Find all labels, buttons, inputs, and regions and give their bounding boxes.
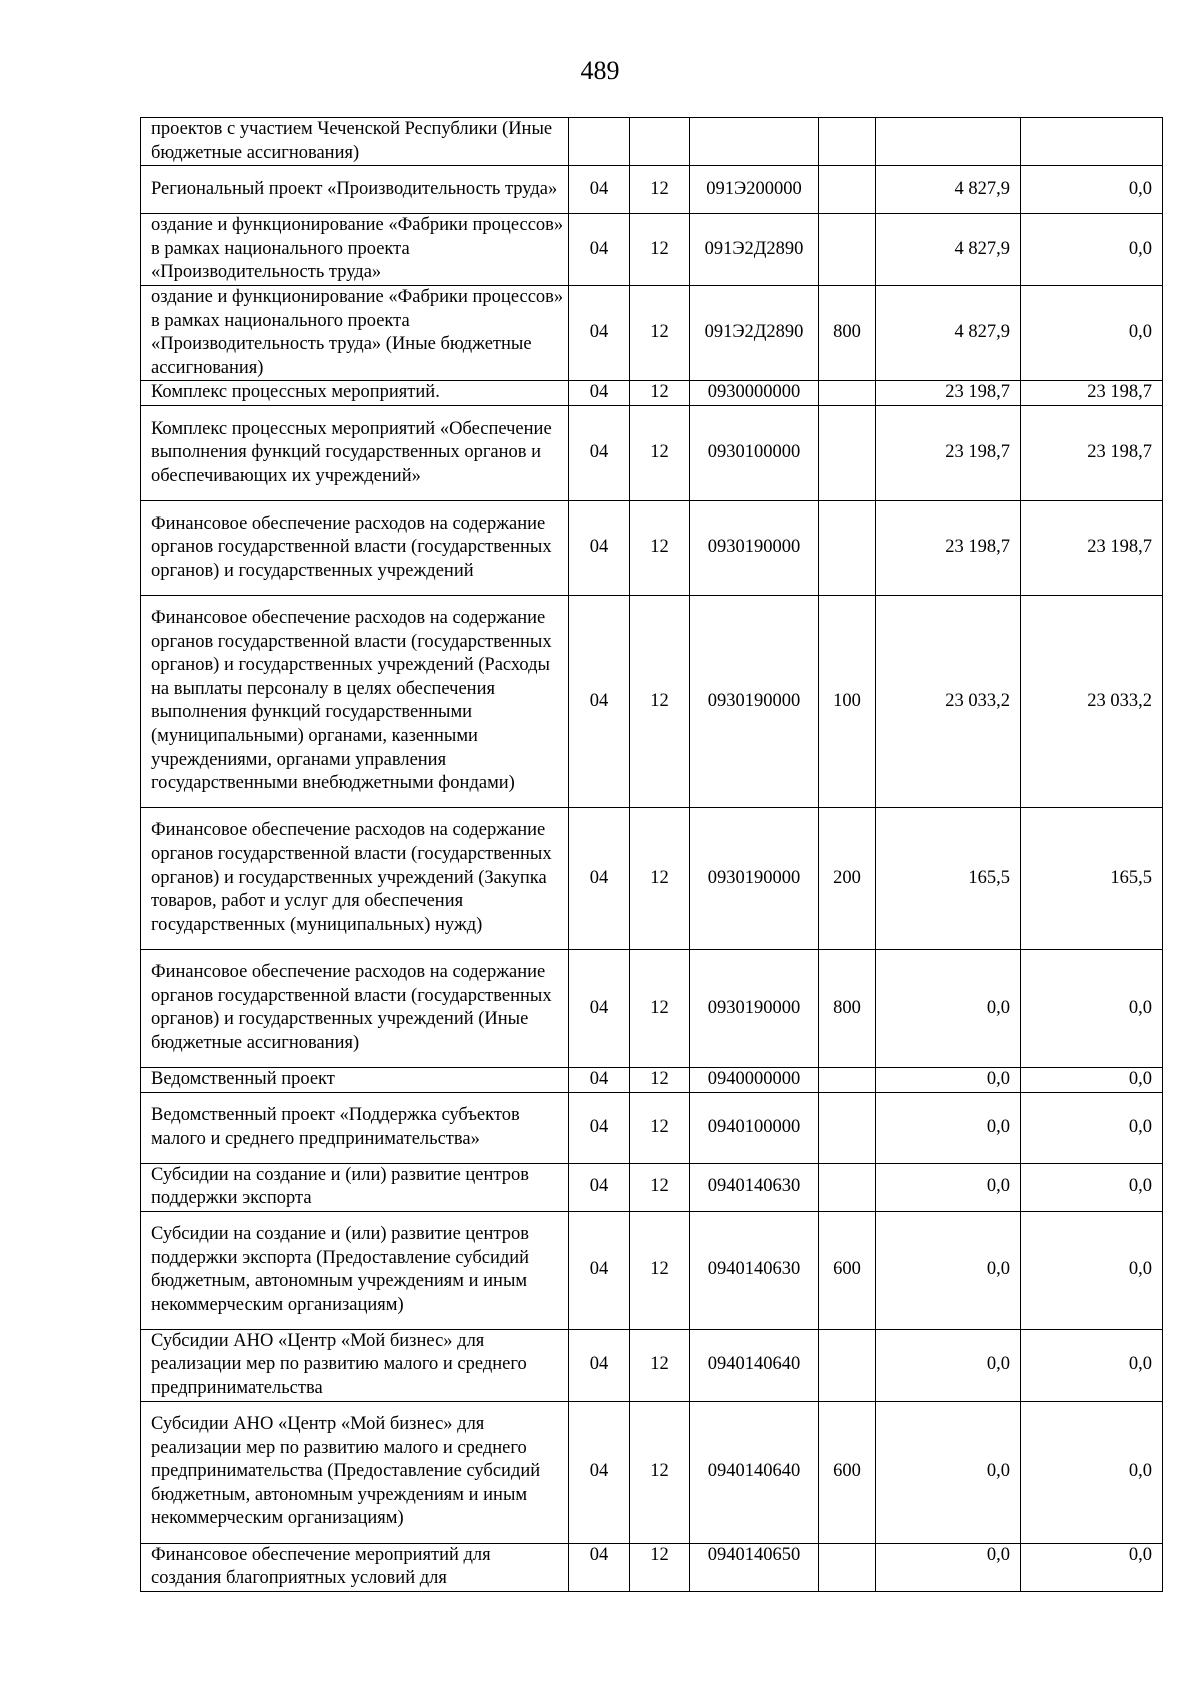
page-number: 489 <box>580 56 620 85</box>
amount-1-cell: 0,0 <box>876 1329 1021 1401</box>
target-article-cell <box>690 118 819 166</box>
section-code-cell: 04 <box>569 381 630 406</box>
amount-2-cell: 0,0 <box>1021 1211 1163 1329</box>
section-code-cell: 04 <box>569 807 630 949</box>
target-article-cell: 0940100000 <box>690 1092 819 1163</box>
target-article-cell: 0940000000 <box>690 1067 819 1092</box>
target-article-cell: 0930190000 <box>690 500 819 595</box>
row-name-cell: оздание и функционирование «Фабрики процессов» в рамках национального проекта «Производительность труда» <box>141 214 569 286</box>
row-name-cell: Финансовое обеспечение расходов на содержание органов государственной власти (государственных органов) и государственных учреждений (Закупка товаров, работ и услуг для обеспечения государственных (муниципальных) нужд) <box>141 807 569 949</box>
table-row <box>141 1163 1163 1211</box>
section-code-cell: 04 <box>569 595 630 807</box>
amount-1-cell: 23 198,7 <box>876 405 1021 500</box>
amount-1-cell: 23 198,7 <box>876 381 1021 406</box>
amount-2-cell: 0,0 <box>1021 949 1163 1067</box>
amount-2-cell: 165,5 <box>1021 807 1163 949</box>
table-row <box>141 949 1163 1067</box>
expense-type-cell <box>819 405 876 500</box>
subsection-code-cell: 12 <box>630 1543 690 1591</box>
amount-1-cell: 0,0 <box>876 1401 1021 1543</box>
expense-type-cell <box>819 1067 876 1092</box>
amount-1-cell: 4 827,9 <box>876 214 1021 286</box>
table-row <box>141 118 1163 166</box>
section-code-cell: 04 <box>569 1092 630 1163</box>
table-row <box>141 1067 1163 1092</box>
expense-type-cell <box>819 1543 876 1591</box>
target-article-cell: 0940140630 <box>690 1163 819 1211</box>
subsection-code-cell <box>630 118 690 166</box>
row-name-cell: Комплекс процессных мероприятий «Обеспечение выполнения функций государственных органов и обеспечивающих их учреждений» <box>141 405 569 500</box>
target-article-cell: 0940140630 <box>690 1211 819 1329</box>
row-name-cell: Субсидии на создание и (или) развитие центров поддержки экспорта <box>141 1163 569 1211</box>
amount-2-cell: 0,0 <box>1021 1401 1163 1543</box>
subsection-code-cell: 12 <box>630 1329 690 1401</box>
amount-1-cell <box>876 118 1021 166</box>
expense-type-cell <box>819 118 876 166</box>
section-code-cell: 04 <box>569 166 630 214</box>
subsection-code-cell: 12 <box>630 285 690 380</box>
table-row <box>141 1211 1163 1329</box>
amount-1-cell: 0,0 <box>876 1067 1021 1092</box>
section-code-cell: 04 <box>569 405 630 500</box>
table-row <box>141 500 1163 595</box>
row-name-cell: Комплекс процессных мероприятий. <box>141 381 569 406</box>
expense-type-cell <box>819 214 876 286</box>
table-row <box>141 405 1163 500</box>
expense-type-cell <box>819 1092 876 1163</box>
expense-type-cell <box>819 381 876 406</box>
subsection-code-cell: 12 <box>630 1401 690 1543</box>
amount-2-cell: 0,0 <box>1021 1329 1163 1401</box>
amount-1-cell: 0,0 <box>876 1092 1021 1163</box>
table-row <box>141 381 1163 406</box>
subsection-code-cell: 12 <box>630 949 690 1067</box>
target-article-cell: 0930100000 <box>690 405 819 500</box>
target-article-cell: 0930000000 <box>690 381 819 406</box>
amount-2-cell: 0,0 <box>1021 285 1163 380</box>
table-row <box>141 1543 1163 1591</box>
expense-type-cell <box>819 166 876 214</box>
subsection-code-cell: 12 <box>630 166 690 214</box>
section-code-cell: 04 <box>569 1329 630 1401</box>
amount-2-cell: 23 198,7 <box>1021 381 1163 406</box>
expense-type-cell: 800 <box>819 285 876 380</box>
amount-2-cell: 0,0 <box>1021 1543 1163 1591</box>
row-name-cell: Субсидии на создание и (или) развитие центров поддержки экспорта (Предоставление субсидий бюджетным, автономным учреждениям и иным некоммерческим организациям) <box>141 1211 569 1329</box>
section-code-cell: 04 <box>569 500 630 595</box>
target-article-cell: 091Э200000 <box>690 166 819 214</box>
subsection-code-cell: 12 <box>630 595 690 807</box>
budget-table-body <box>141 118 1163 1592</box>
expense-type-cell <box>819 1163 876 1211</box>
amount-2-cell: 0,0 <box>1021 1067 1163 1092</box>
amount-1-cell: 165,5 <box>876 807 1021 949</box>
amount-1-cell: 0,0 <box>876 1211 1021 1329</box>
section-code-cell: 04 <box>569 1211 630 1329</box>
budget-table <box>140 117 1163 1592</box>
amount-2-cell <box>1021 118 1163 166</box>
table-row <box>141 807 1163 949</box>
section-code-cell: 04 <box>569 285 630 380</box>
amount-2-cell: 23 198,7 <box>1021 500 1163 595</box>
row-name-cell: Финансовое обеспечение расходов на содержание органов государственной власти (государственных органов) и государственных учреждений (Иные бюджетные ассигнования) <box>141 949 569 1067</box>
amount-2-cell: 23 198,7 <box>1021 405 1163 500</box>
table-row <box>141 595 1163 807</box>
subsection-code-cell: 12 <box>630 500 690 595</box>
section-code-cell: 04 <box>569 1401 630 1543</box>
row-name-cell: Субсидии АНО «Центр «Мой бизнес» для реализации мер по развитию малого и среднего предпринимательства <box>141 1329 569 1401</box>
subsection-code-cell: 12 <box>630 381 690 406</box>
amount-2-cell: 0,0 <box>1021 166 1163 214</box>
section-code-cell <box>569 118 630 166</box>
section-code-cell: 04 <box>569 1543 630 1591</box>
row-name-cell: Финансовое обеспечение мероприятий для создания благоприятных условий для <box>141 1543 569 1591</box>
expense-type-cell <box>819 1329 876 1401</box>
expense-type-cell: 600 <box>819 1211 876 1329</box>
expense-type-cell <box>819 500 876 595</box>
subsection-code-cell: 12 <box>630 1067 690 1092</box>
section-code-cell: 04 <box>569 949 630 1067</box>
target-article-cell: 0930190000 <box>690 595 819 807</box>
section-code-cell: 04 <box>569 1067 630 1092</box>
amount-1-cell: 4 827,9 <box>876 285 1021 380</box>
target-article-cell: 0930190000 <box>690 949 819 1067</box>
target-article-cell: 0940140650 <box>690 1543 819 1591</box>
expense-type-cell: 600 <box>819 1401 876 1543</box>
target-article-cell: 0940140640 <box>690 1401 819 1543</box>
amount-2-cell: 23 033,2 <box>1021 595 1163 807</box>
row-name-cell: Финансовое обеспечение расходов на содержание органов государственной власти (государственных органов) и государственных учреждений (Расходы на выплаты персоналу в целях обеспечения выполнения функций государственными (муниципальными) органами, казенными учреждениями, органами управления государственными внебюджетными фондами) <box>141 595 569 807</box>
target-article-cell: 091Э2Д2890 <box>690 285 819 380</box>
expense-type-cell: 200 <box>819 807 876 949</box>
expense-type-cell: 800 <box>819 949 876 1067</box>
subsection-code-cell: 12 <box>630 1092 690 1163</box>
table-row <box>141 1329 1163 1401</box>
row-name-cell: Региональный проект «Производительность труда» <box>141 166 569 214</box>
row-name-cell: Финансовое обеспечение расходов на содержание органов государственной власти (государственных органов) и государственных учреждений <box>141 500 569 595</box>
amount-1-cell: 0,0 <box>876 949 1021 1067</box>
table-row <box>141 166 1163 214</box>
section-code-cell: 04 <box>569 214 630 286</box>
row-name-cell: Ведомственный проект «Поддержка субъектов малого и среднего предпринимательства» <box>141 1092 569 1163</box>
row-name-cell: Субсидии АНО «Центр «Мой бизнес» для реализации мер по развитию малого и среднего предпринимательства (Предоставление субсидий бюджетным, автономным учреждениям и иным некоммерческим организациям) <box>141 1401 569 1543</box>
amount-2-cell: 0,0 <box>1021 214 1163 286</box>
expense-type-cell: 100 <box>819 595 876 807</box>
amount-1-cell: 23 033,2 <box>876 595 1021 807</box>
subsection-code-cell: 12 <box>630 214 690 286</box>
target-article-cell: 091Э2Д2890 <box>690 214 819 286</box>
amount-1-cell: 23 198,7 <box>876 500 1021 595</box>
table-row <box>141 214 1163 286</box>
amount-2-cell: 0,0 <box>1021 1092 1163 1163</box>
subsection-code-cell: 12 <box>630 1163 690 1211</box>
table-row <box>141 1092 1163 1163</box>
target-article-cell: 0940140640 <box>690 1329 819 1401</box>
amount-2-cell: 0,0 <box>1021 1163 1163 1211</box>
amount-1-cell: 0,0 <box>876 1543 1021 1591</box>
row-name-cell: Ведомственный проект <box>141 1067 569 1092</box>
row-name-cell: оздание и функционирование «Фабрики процессов» в рамках национального проекта «Производительность труда» (Иные бюджетные ассигнования) <box>141 285 569 380</box>
table-row <box>141 1401 1163 1543</box>
subsection-code-cell: 12 <box>630 807 690 949</box>
subsection-code-cell: 12 <box>630 405 690 500</box>
table-row <box>141 285 1163 380</box>
target-article-cell: 0930190000 <box>690 807 819 949</box>
amount-1-cell: 4 827,9 <box>876 166 1021 214</box>
subsection-code-cell: 12 <box>630 1211 690 1329</box>
section-code-cell: 04 <box>569 1163 630 1211</box>
row-name-cell: проектов с участием Чеченской Республики (Иные бюджетные ассигнования) <box>141 118 569 166</box>
amount-1-cell: 0,0 <box>876 1163 1021 1211</box>
